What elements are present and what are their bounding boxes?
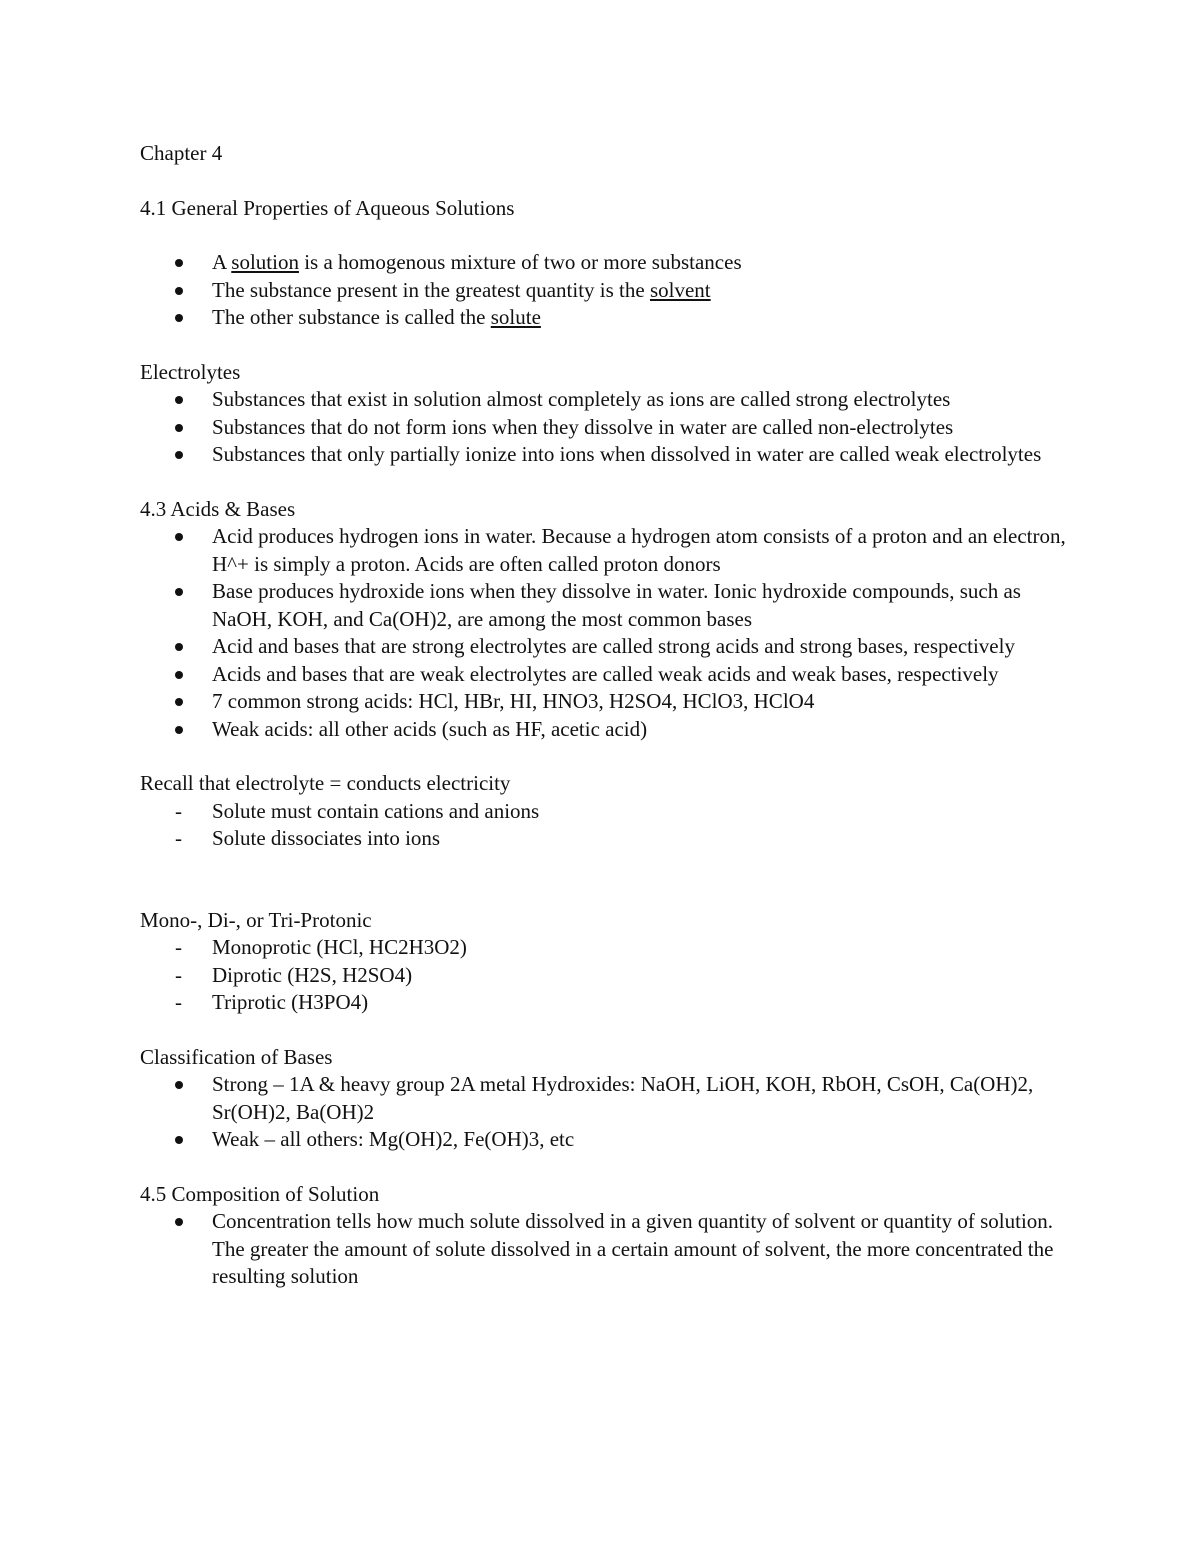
- bases-heading: Classification of Bases: [140, 1044, 333, 1069]
- term-solvent: solvent: [649, 277, 711, 302]
- protonic-list: [140, 934, 1070, 1017]
- list-item: Weak – all others: Mg(OH)2, Fe(OH)3, etc: [140, 1126, 1070, 1154]
- list-item: - Solute must contain cations and anions: [140, 798, 1070, 826]
- list-item: Weak acids: all other acids (such as HF, acetic acid): [140, 716, 1070, 744]
- bases-list: [140, 1071, 1070, 1154]
- document-page: [140, 140, 1070, 1291]
- list-item: Substances that only partially ionize into ions when dissolved in water are called weak electrolytes: [140, 441, 1070, 469]
- list-item: - Triprotic (H3PO4): [140, 989, 1070, 1017]
- recall-list: [140, 798, 1070, 853]
- recall-heading: Recall that electrolyte = conducts electricity: [140, 771, 511, 795]
- electrolytes-heading: Electrolytes: [140, 359, 241, 384]
- protonic-heading: Mono-, Di-, or Tri-Protonic: [140, 907, 372, 932]
- section-4-1-list: [140, 249, 1070, 332]
- list-item: Strong – 1A & heavy group 2A metal Hydroxides: NaOH, LiOH, KOH, RbOH, CsOH, Ca(OH)2, Sr(OH)2, Ba(OH)2: [140, 1071, 1070, 1126]
- section-4-5-list: [140, 1208, 1070, 1291]
- list-item: Concentration tells how much solute dissolved in a given quantity of solvent or quantity of solution. The greater the amount of solute dissolved in a certain amount of solvent, the more concentrated the resulting solution: [140, 1208, 1070, 1291]
- list-item: - Monoprotic (HCl, HC2H3O2): [140, 934, 1070, 962]
- section-4-3-heading: 4.3 Acids & Bases: [140, 496, 296, 521]
- section-4-5-heading: 4.5 Composition of Solution: [140, 1181, 380, 1206]
- electrolytes-list: [140, 386, 1070, 469]
- chapter-title: Chapter 4: [140, 141, 223, 165]
- list-item: A solution is a homogenous mixture of two or more substances: [140, 249, 1070, 277]
- term-solution: solution: [231, 250, 299, 274]
- list-item: Substances that do not form ions when they dissolve in water are called non-electrolytes: [140, 414, 1070, 442]
- list-item: 7 common strong acids: HCl, HBr, HI, HNO3, H2SO4, HClO3, HClO4: [140, 688, 1070, 716]
- section-4-1-heading: 4.1 General Properties of Aqueous Solutions: [140, 195, 515, 220]
- list-item: The other substance is called the solute: [140, 304, 1070, 332]
- list-item: The substance present in the greatest quantity is the solvent: [140, 277, 1070, 305]
- list-item: Base produces hydroxide ions when they dissolve in water. Ionic hydroxide compounds, such as NaOH, KOH, and Ca(OH)2, are among the most common bases: [140, 578, 1070, 633]
- list-item: Substances that exist in solution almost completely as ions are called strong electrolytes: [140, 386, 1070, 414]
- list-item: Acid and bases that are strong electrolytes are called strong acids and strong bases, respectively: [140, 633, 1070, 661]
- section-4-3-list: [140, 523, 1070, 743]
- term-solute: solute: [490, 305, 541, 329]
- list-item: Acids and bases that are weak electrolytes are called weak acids and weak bases, respectively: [140, 661, 1070, 689]
- list-item: - Diprotic (H2S, H2SO4): [140, 962, 1070, 990]
- list-item: Acid produces hydrogen ions in water. Because a hydrogen atom consists of a proton and an electron, H^+ is simply a proton. Acids are often called proton donors: [140, 523, 1070, 578]
- list-item: - Solute dissociates into ions: [140, 825, 1070, 853]
